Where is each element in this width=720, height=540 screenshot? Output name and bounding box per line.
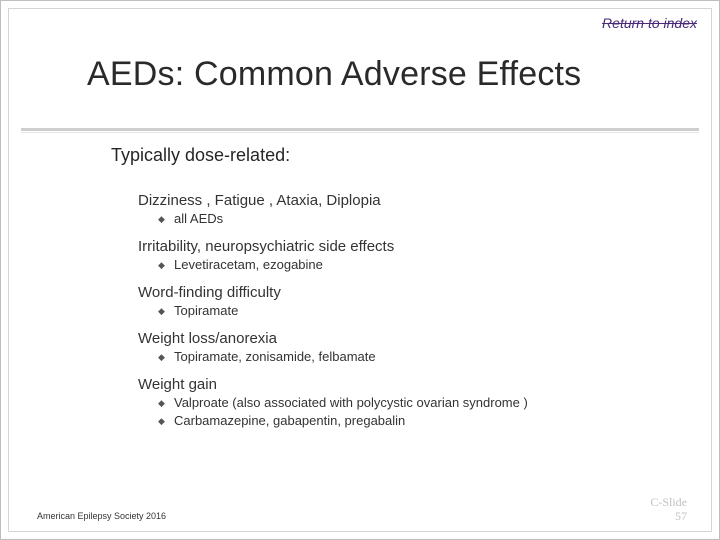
title-divider-shadow (21, 132, 699, 133)
diamond-bullet-icon: ◆ (158, 214, 165, 224)
drug-list (138, 210, 698, 228)
return-to-index-link[interactable]: Return to index (602, 15, 697, 31)
drug-list (138, 302, 698, 320)
footer-credit: American Epilepsy Society 2016 (37, 511, 167, 521)
diamond-bullet-icon: ◆ (158, 398, 165, 408)
slide-number-value: 57 (675, 509, 687, 523)
diamond-bullet-icon: ◆ (158, 260, 165, 270)
effect-group (138, 191, 698, 228)
slide-label: C-Slide (650, 495, 687, 509)
effect-group-label: Weight gain (138, 376, 217, 393)
drug-list (138, 256, 698, 274)
drug-list-text: Carbamazepine, gabapentin, pregabalin (174, 413, 406, 428)
drug-list-item (158, 412, 698, 430)
effect-group (138, 283, 698, 320)
effect-group (138, 237, 698, 274)
drug-list (138, 348, 698, 366)
effect-group-label: Irritability, neuropsychiatric side effects (138, 238, 395, 255)
diamond-bullet-icon: ◆ (158, 352, 165, 362)
drug-list-text: Levetiracetam, ezogabine (174, 257, 323, 272)
drug-list-item (158, 394, 698, 412)
effect-group-label: Weight loss/anorexia (138, 330, 277, 347)
slide-number (650, 495, 687, 523)
drug-list (138, 394, 698, 430)
effect-group (138, 329, 698, 366)
diamond-bullet-icon: ◆ (158, 416, 165, 426)
drug-list-item (158, 348, 698, 366)
lead-text: Typically dose-related: (111, 145, 291, 165)
drug-list-text: Valproate (also associated with polycystic ovarian syndrome ) (174, 395, 528, 410)
title-divider (21, 128, 699, 131)
drug-list-item (158, 210, 698, 228)
drug-list-item (158, 302, 698, 320)
effect-group-label: Dizziness , Fatigue , Ataxia, Diplopia (138, 192, 381, 209)
slide-title: AEDs: Common Adverse Effects (87, 55, 582, 93)
drug-list-text: all AEDs (174, 211, 224, 226)
drug-list-text: Topiramate (174, 303, 239, 318)
diamond-bullet-icon: ◆ (158, 306, 165, 316)
drug-list-text: Topiramate, zonisamide, felbamate (174, 349, 376, 364)
adverse-effects-list (138, 191, 698, 439)
drug-list-item (158, 256, 698, 274)
effect-group-label: Word-finding difficulty (138, 284, 281, 301)
effect-group (138, 375, 698, 430)
